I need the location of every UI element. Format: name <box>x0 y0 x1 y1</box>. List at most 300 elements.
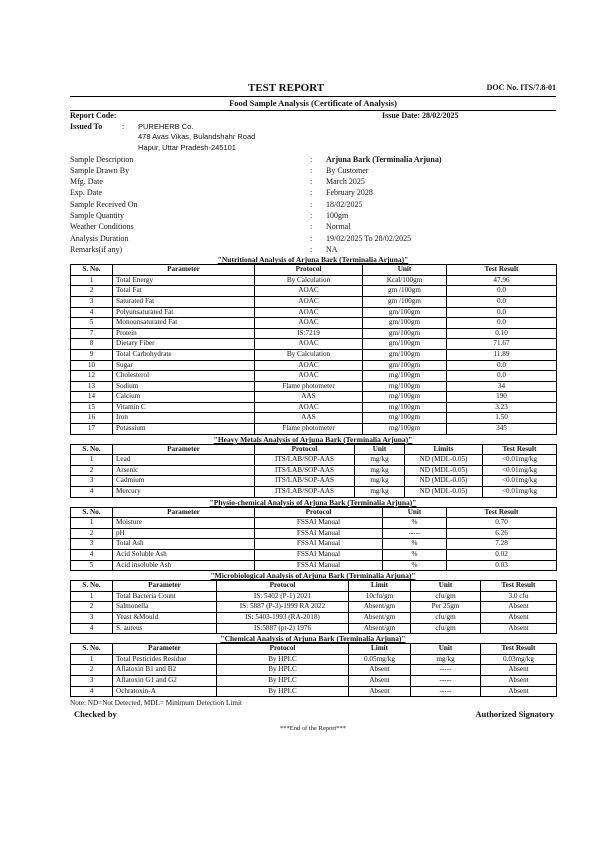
table-cell: 5 <box>71 318 113 329</box>
table-cell: 0.0 <box>447 318 557 329</box>
table-cell: 47.96 <box>447 275 557 286</box>
table-cell: 1 <box>71 654 113 665</box>
table-row <box>71 623 557 634</box>
table-cell: mg/100gm <box>363 381 447 392</box>
table-cell: mg/100gm <box>363 402 447 413</box>
table-cell: cfu/gm <box>411 591 481 602</box>
column-header: Limit <box>349 581 411 592</box>
table-cell: Monounsaturated Fat <box>113 318 255 329</box>
column-header: S. No. <box>71 265 113 276</box>
section-title: "Nutritional Analysis of Arjuna Bark (Terminalia Arjuna)" <box>217 255 409 265</box>
table-cell: By HPLC <box>217 654 349 665</box>
table-cell: mg/100gm <box>363 371 447 382</box>
info-colon: : <box>310 177 313 187</box>
table-row <box>71 487 557 498</box>
report-title: TEST REPORT <box>248 82 325 94</box>
table-cell: IS: 5403-1993 (RA-2018) <box>217 612 349 623</box>
table-cell: ND (MDL-0.05) <box>405 476 483 487</box>
analysis-table <box>70 444 557 498</box>
info-row <box>70 199 556 210</box>
table-cell: 4 <box>71 550 113 561</box>
table-row <box>71 371 557 382</box>
issued-to-block <box>70 122 556 152</box>
table-cell: gm/100gm <box>363 318 447 329</box>
info-key: Sample Quantity <box>70 210 124 220</box>
table-cell: Absent <box>349 665 411 676</box>
table-cell: gm/100gm <box>363 339 447 350</box>
table-cell: 7 <box>71 328 113 339</box>
info-value: February 2028 <box>326 188 373 198</box>
table-cell: Lead <box>113 455 255 466</box>
table-cell: Absent <box>481 623 557 634</box>
column-header: Limits <box>405 444 483 455</box>
analysis-table <box>70 507 557 572</box>
table-row <box>71 360 557 371</box>
table-cell: 345 <box>447 424 557 435</box>
column-header: Test Result <box>481 581 557 592</box>
company-name: PUREHERB Co. <box>138 121 194 131</box>
table-header-row <box>71 581 557 592</box>
table-cell: 3 <box>71 612 113 623</box>
table-cell: 4 <box>71 307 113 318</box>
table-cell: AOAC <box>255 286 363 297</box>
table-cell: Per 25gm <box>411 602 481 613</box>
info-value: By Customer <box>326 165 369 175</box>
address-line-2: Hapur, Uttar Pradesh-245101 <box>138 142 236 152</box>
table-cell: By HPLC <box>217 665 349 676</box>
table-row <box>71 318 557 329</box>
column-header: Unit <box>363 265 447 276</box>
report-code-label: Report Code: <box>70 111 117 120</box>
table-cell: 1 <box>71 518 113 529</box>
table-cell: % <box>383 560 447 571</box>
table-cell: mg/kg <box>355 455 405 466</box>
table-cell: 1.50 <box>447 413 557 424</box>
column-header: Parameter <box>113 507 255 518</box>
table-cell: 2 <box>71 528 113 539</box>
table-cell: <0.01mg/kg <box>483 487 557 498</box>
table-cell: % <box>383 550 447 561</box>
issued-to-label: Issued To <box>70 121 103 131</box>
address-line-1: 478 Avas Vikas, Bulandshahr Road <box>138 132 256 141</box>
table-cell: 1 <box>71 275 113 286</box>
issue-date: Issue Date: 28/02/2025 <box>382 111 459 120</box>
section-title: "Physio-chemical Analysis of Arjuna Bark (Terminalia Arjuna)" <box>209 497 417 507</box>
table-row <box>71 275 557 286</box>
table-cell: 4 <box>71 686 113 697</box>
table-cell: Moisture <box>113 518 255 529</box>
table-cell: By HPLC <box>217 675 349 686</box>
table-cell: Absent/gm <box>349 602 411 613</box>
table-cell: Flame photometer <box>255 424 363 435</box>
table-row <box>71 392 557 403</box>
table-cell: AOAC <box>255 296 363 307</box>
info-colon: : <box>310 222 313 232</box>
info-colon: : <box>310 154 313 164</box>
table-cell: gm/100gm <box>363 307 447 318</box>
table-cell: 0.02 <box>447 550 557 561</box>
table-row <box>71 307 557 318</box>
analysis-table <box>70 643 557 697</box>
table-cell: Total Pesticides Residue <box>113 654 217 665</box>
info-key: Sample Drawn By <box>70 165 130 175</box>
signature-row <box>70 708 556 722</box>
table-cell: 3.23 <box>447 402 557 413</box>
table-cell: 14 <box>71 392 113 403</box>
info-key: Exp. Date <box>70 188 102 198</box>
table-cell: pH <box>113 528 255 539</box>
table-cell: gm/100gm <box>363 328 447 339</box>
info-key: Weather Conditions <box>70 222 134 232</box>
info-colon: : <box>310 188 313 198</box>
table-cell: Absent <box>481 665 557 676</box>
info-value: March 2025 <box>326 177 365 187</box>
table-cell: 2 <box>71 665 113 676</box>
table-header-row <box>71 265 557 276</box>
table-cell: 3 <box>71 296 113 307</box>
info-colon: : <box>310 233 313 243</box>
info-key: Sample Received On <box>70 199 138 209</box>
table-cell: ----- <box>411 665 481 676</box>
table-cell: Potassium <box>113 424 255 435</box>
doc-number: DOC No. ITS/7.8-01 <box>486 83 556 92</box>
table-cell: AOAC <box>255 402 363 413</box>
column-header: Test Result <box>447 507 557 518</box>
table-cell: cfu/gm <box>411 612 481 623</box>
table-row <box>71 339 557 350</box>
column-header: Unit <box>411 644 481 655</box>
table-cell: AOAC <box>255 339 363 350</box>
table-cell: Total Bacteria Count <box>113 591 217 602</box>
table-cell: gm /100gm <box>363 286 447 297</box>
table-cell: <0.01mg/kg <box>483 465 557 476</box>
analysis-table <box>70 580 557 634</box>
column-header: Test Result <box>481 644 557 655</box>
table-cell: 13 <box>71 381 113 392</box>
table-cell: 190 <box>447 392 557 403</box>
table-cell: 7.28 <box>447 539 557 550</box>
table-cell: 0.05mg/kg <box>349 654 411 665</box>
table-cell: 6.26 <box>447 528 557 539</box>
info-value: Normal <box>326 222 351 232</box>
table-cell: <0.01mg/kg <box>483 455 557 466</box>
info-key: Mfg. Date <box>70 177 103 187</box>
column-header: Parameter <box>113 265 255 276</box>
test-report-page <box>70 82 556 735</box>
table-cell: 71.67 <box>447 339 557 350</box>
table-cell: mg/kg <box>411 654 481 665</box>
table-cell: Absent/gm <box>349 612 411 623</box>
info-key: Sample Description <box>70 154 134 164</box>
table-cell: Ochratoxin-A <box>113 686 217 697</box>
info-colon: : <box>310 199 313 209</box>
table-cell: Total Ash <box>113 539 255 550</box>
info-row <box>70 176 556 187</box>
table-cell: Total Fat <box>113 286 255 297</box>
table-cell: mg/kg <box>355 487 405 498</box>
table-row <box>71 654 557 665</box>
checked-by: Checked by <box>74 709 117 720</box>
table-cell: By Calculation <box>255 349 363 360</box>
table-cell: FSSAI Manual <box>255 528 383 539</box>
table-row <box>71 612 557 623</box>
table-cell: <0.01mg/kg <box>483 476 557 487</box>
table-cell: ITS/LAB/SOP-AAS <box>255 455 355 466</box>
section-title: "Microbiological Analysis of Arjuna Bark (Terminalia Arjuna)" <box>210 571 416 581</box>
table-cell: 0.03 <box>447 560 557 571</box>
table-cell: Flame photometer <box>255 381 363 392</box>
section-title: "Heavy Metals Analysis of Arjuna Bark (Terminalia Arjuna)" <box>213 434 413 444</box>
table-cell: 11.89 <box>447 349 557 360</box>
column-header: Protocol <box>217 644 349 655</box>
table-row <box>71 402 557 413</box>
info-value: Arjuna Bark (Terminalia Arjuna) <box>326 154 442 164</box>
column-header: Unit <box>355 444 405 455</box>
column-header: Protocol <box>255 507 383 518</box>
table-cell: 15 <box>71 402 113 413</box>
table-cell: Aflatoxin B1 and B2 <box>113 665 217 676</box>
table-row <box>71 286 557 297</box>
table-cell: AOAC <box>255 307 363 318</box>
table-cell: gm /100gm <box>363 296 447 307</box>
table-cell: Total Energy <box>113 275 255 286</box>
column-header: Parameter <box>113 444 255 455</box>
table-cell: Vitamin C <box>113 402 255 413</box>
table-cell: IS:5887 (pt-2) 1976 <box>217 623 349 634</box>
table-cell: 17 <box>71 424 113 435</box>
table-cell: Absent/gm <box>349 623 411 634</box>
table-cell: 0.0 <box>447 307 557 318</box>
table-cell: Salmonella <box>113 602 217 613</box>
column-header: Protocol <box>217 581 349 592</box>
table-row <box>71 550 557 561</box>
table-cell: 1 <box>71 591 113 602</box>
table-cell: Aflatoxin G1 and G2 <box>113 675 217 686</box>
info-value: 18/02/2025 <box>326 199 363 209</box>
table-cell: 0.70 <box>447 518 557 529</box>
info-colon: : <box>310 165 313 175</box>
column-header: Unit <box>411 581 481 592</box>
table-cell: Cholesterol <box>113 371 255 382</box>
table-cell: IS: 5887 (P-3)-1999 RA 2022 <box>217 602 349 613</box>
table-cell: Sugar <box>113 360 255 371</box>
table-cell: Kcal/100gm <box>363 275 447 286</box>
column-header: Protocol <box>255 444 355 455</box>
table-cell: FSSAI Manual <box>255 560 383 571</box>
table-cell: Absent <box>349 675 411 686</box>
table-cell: 3 <box>71 539 113 550</box>
table-cell: 0.0 <box>447 371 557 382</box>
table-cell: Saturated Fat <box>113 296 255 307</box>
table-cell: gm/100gm <box>363 349 447 360</box>
table-row <box>71 518 557 529</box>
table-cell: mg/100gm <box>363 413 447 424</box>
table-cell: Polyunsaturated Fat <box>113 307 255 318</box>
table-cell: Absent <box>349 686 411 697</box>
table-cell: 0.03mg/kg <box>481 654 557 665</box>
table-row <box>71 602 557 613</box>
info-row <box>70 221 556 232</box>
table-cell: 3 <box>71 675 113 686</box>
table-cell: % <box>383 518 447 529</box>
table-cell: 10cfu/gm <box>349 591 411 602</box>
table-cell: % <box>383 539 447 550</box>
column-header: Test Result <box>447 265 557 276</box>
table-row <box>71 349 557 360</box>
table-row <box>71 328 557 339</box>
table-row <box>71 381 557 392</box>
info-row <box>70 187 556 198</box>
column-header: Parameter <box>113 644 217 655</box>
table-cell: Absent <box>481 602 557 613</box>
table-header-row <box>71 644 557 655</box>
info-row <box>70 233 556 244</box>
table-cell: Yeast &Mould <box>113 612 217 623</box>
table-row <box>71 686 557 697</box>
section-title: "Chemical Analysis of Arjuna Bark (Terminalia Arjuna)" <box>220 634 406 644</box>
table-cell: By HPLC <box>217 686 349 697</box>
table-cell: ITS/LAB/SOP-AAS <box>255 487 355 498</box>
table-row <box>71 413 557 424</box>
table-cell: 5 <box>71 560 113 571</box>
table-row <box>71 455 557 466</box>
column-header: S. No. <box>71 444 113 455</box>
table-cell: AOAC <box>255 360 363 371</box>
table-cell: ----- <box>411 686 481 697</box>
table-cell: 3 <box>71 476 113 487</box>
info-key: Analysis Duration <box>70 233 129 243</box>
table-cell: mg/kg <box>355 465 405 476</box>
table-cell: ND (MDL-0.05) <box>405 465 483 476</box>
table-row <box>71 476 557 487</box>
authorized-signatory: Authorized Signatory <box>475 709 554 720</box>
table-cell: 0.0 <box>447 360 557 371</box>
table-cell: Total Carbohydrate <box>113 349 255 360</box>
table-cell: ITS/LAB/SOP-AAS <box>255 465 355 476</box>
certificate-subtitle: Food Sample Analysis (Certificate of Analysis) <box>229 98 397 108</box>
info-value: 100gm <box>326 210 349 220</box>
table-cell: 1 <box>71 455 113 466</box>
info-value: 19/02/2025 To 28/02/2025 <box>326 233 412 243</box>
table-cell: ND (MDL-0.05) <box>405 455 483 466</box>
table-cell: Acid insoluble Ash <box>113 560 255 571</box>
info-row <box>70 244 556 255</box>
table-cell: 2 <box>71 286 113 297</box>
end-of-report: ***End of the Report*** <box>280 725 346 733</box>
sample-info <box>70 154 556 256</box>
table-cell: Cadmium <box>113 476 255 487</box>
column-header: Parameter <box>113 581 217 592</box>
table-cell: mg/100gm <box>363 392 447 403</box>
table-cell: 12 <box>71 371 113 382</box>
info-key: Remarks(if any) <box>70 244 123 254</box>
table-header-row <box>71 444 557 455</box>
info-value: NA <box>326 244 338 254</box>
report-code-row <box>70 111 556 122</box>
table-cell: 8 <box>71 339 113 350</box>
table-row <box>71 539 557 550</box>
report-header <box>70 82 556 96</box>
table-row <box>71 528 557 539</box>
table-row <box>71 665 557 676</box>
table-cell: ----- <box>411 675 481 686</box>
table-row <box>71 675 557 686</box>
table-cell: 2 <box>71 465 113 476</box>
table-cell: 4 <box>71 487 113 498</box>
table-cell: Iron <box>113 413 255 424</box>
table-cell: AOAC <box>255 371 363 382</box>
table-row <box>71 560 557 571</box>
table-cell: gm/100gm <box>363 360 447 371</box>
info-row <box>70 210 556 221</box>
table-cell: Protein <box>113 328 255 339</box>
table-cell: 16 <box>71 413 113 424</box>
table-row <box>71 424 557 435</box>
column-header: Limit <box>349 644 411 655</box>
table-cell: 0.0 <box>447 296 557 307</box>
table-cell: AAS <box>255 392 363 403</box>
table-row <box>71 296 557 307</box>
table-cell: AOAC <box>255 318 363 329</box>
table-header-row <box>71 507 557 518</box>
column-header: Protocol <box>255 265 363 276</box>
table-cell: FSSAI Manual <box>255 539 383 550</box>
table-cell: 0.0 <box>447 286 557 297</box>
table-cell: mg/100gm <box>363 424 447 435</box>
table-cell: 10 <box>71 360 113 371</box>
table-cell: IS: 5402 (P-1) 2021 <box>217 591 349 602</box>
table-cell: AAS <box>255 413 363 424</box>
table-cell: 2 <box>71 602 113 613</box>
table-cell: 4 <box>71 623 113 634</box>
table-cell: FSSAI Manual <box>255 518 383 529</box>
info-colon: : <box>310 210 313 220</box>
issued-to-colon: : <box>122 121 125 131</box>
table-cell: cfu/gm <box>411 623 481 634</box>
table-cell: Sodium <box>113 381 255 392</box>
table-cell: Absent <box>481 612 557 623</box>
table-cell: By Calculation <box>255 275 363 286</box>
table-cell: mg/kg <box>355 476 405 487</box>
table-cell: Absent <box>481 675 557 686</box>
table-cell: Mercury <box>113 487 255 498</box>
column-header: Test Result <box>483 444 557 455</box>
table-cell: 3.0 cfu <box>481 591 557 602</box>
column-header: Unit <box>383 507 447 518</box>
analysis-sections <box>70 255 556 697</box>
table-row <box>71 591 557 602</box>
table-row <box>71 465 557 476</box>
table-cell: ----- <box>383 528 447 539</box>
info-row <box>70 165 556 176</box>
table-cell: Arsenic <box>113 465 255 476</box>
table-cell: 34 <box>447 381 557 392</box>
table-cell: Calcium <box>113 392 255 403</box>
table-cell: S. aureus <box>113 623 217 634</box>
issued-to-address <box>138 122 255 154</box>
table-cell: FSSAI Manual <box>255 550 383 561</box>
table-cell: Dietary Fiber <box>113 339 255 350</box>
table-cell: IS:7219 <box>255 328 363 339</box>
table-cell: ITS/LAB/SOP-AAS <box>255 476 355 487</box>
table-cell: ND (MDL-0.05) <box>405 487 483 498</box>
column-header: S. No. <box>71 507 113 518</box>
column-header: S. No. <box>71 581 113 592</box>
analysis-table <box>70 264 557 435</box>
table-cell: Absent <box>481 686 557 697</box>
column-header: S. No. <box>71 644 113 655</box>
table-cell: Acid Soluble Ash <box>113 550 255 561</box>
